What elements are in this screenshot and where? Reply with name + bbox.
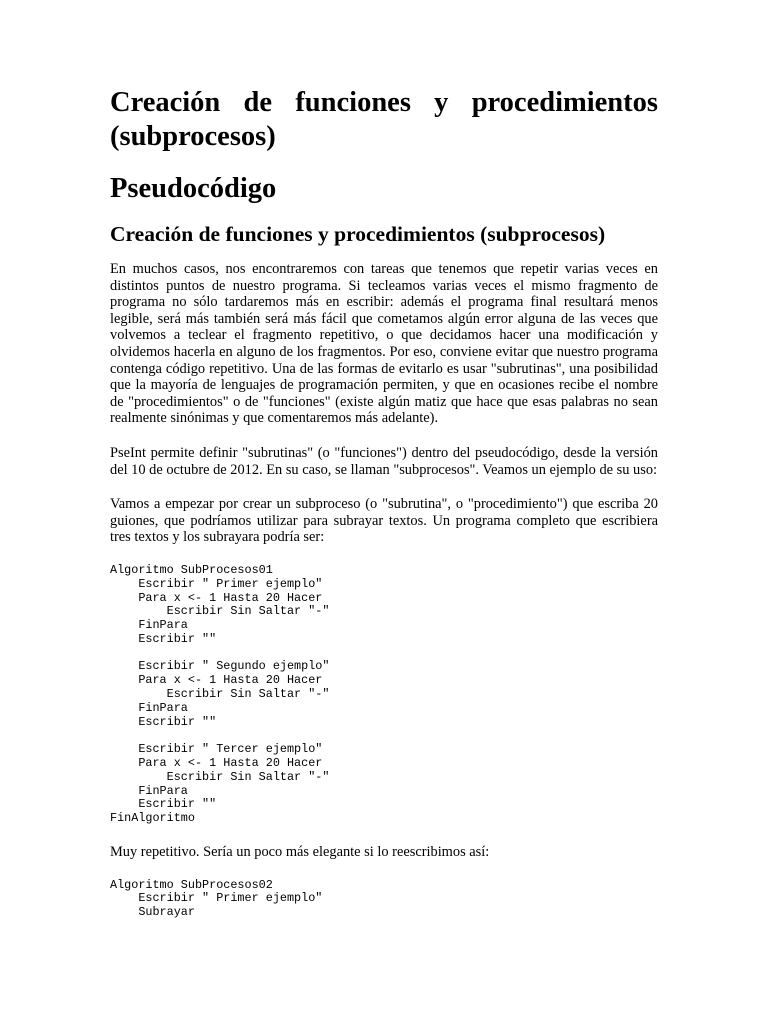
paragraph-example-intro: Vamos a empezar por crear un subproceso (o "subrutina", o "procedimiento") que escriba 20 guiones, que podríamos utilizar para subrayar textos. Un programa completo que escribiera tres textos y los subrayara podría ser: <box>110 496 658 546</box>
document-page <box>110 86 658 920</box>
section-title: Pseudocódigo <box>110 173 277 204</box>
document-title: Creación de funciones y procedimientos (subprocesos) <box>110 87 658 152</box>
paragraph-intro: En muchos casos, nos encontraremos con tareas que tenemos que repetir varias veces en distintos puntos de nuestro programa. Si tecleamos varias veces el mismo fragmento de programa no sólo tardaremos más en escribir: además el programa final resultará menos legible, será más también será más fácil que cometamos algún error alguna de las veces que volvemos a teclear el fragmento repetitivo, o que decidamos hacer una modificación y olvidemos hacerla en alguno de los fragmentos. Por eso, conviene evitar que nuestro programa contenga código repetitivo. Una de las formas de evitarlo es usar "subrutinas", una posibilidad que la mayoría de lenguajes de programación permiten, y que en ocasiones recibe el nombre de "procedimientos" o de "funciones" (existe algún matiz que hace que esas palabras no sean realmente sinónimas y que comentaremos más adelante). <box>110 261 658 427</box>
paragraph-pseint: PseInt permite definir "subrutinas" (o "funciones") dentro del pseudocódigo, desde la versión del 10 de octubre de 2012. En su caso, se llaman "subprocesos". Veamos un ejemplo de su uso: <box>110 444 658 478</box>
subsection-title: Creación de funciones y procedimientos (subprocesos) <box>110 222 606 246</box>
code-block-subprocesos02: Algoritmo SubProcesos02 Escribir " Primer ejemplo" Subrayar <box>110 877 323 920</box>
paragraph-repetitive: Muy repetitivo. Sería un poco más elegante si lo reescribimos así: <box>110 844 490 861</box>
code-block-subprocesos01: Algoritmo SubProcesos01 Escribir " Primer ejemplo" Para x <- 1 Hasta 20 Hacer Escribir Sin Saltar "-" FinPara Escribir "" Escribir " Segundo ejemplo" Para x <- 1 Hasta 20 Hacer Escribir Sin Saltar "-" FinPara Escribir "" Escribir " Tercer ejemplo" Para x <- 1 Hasta 20 Hacer Escribir Sin Saltar "-" FinPara Escribir "" FinAlgoritmo <box>110 562 330 826</box>
